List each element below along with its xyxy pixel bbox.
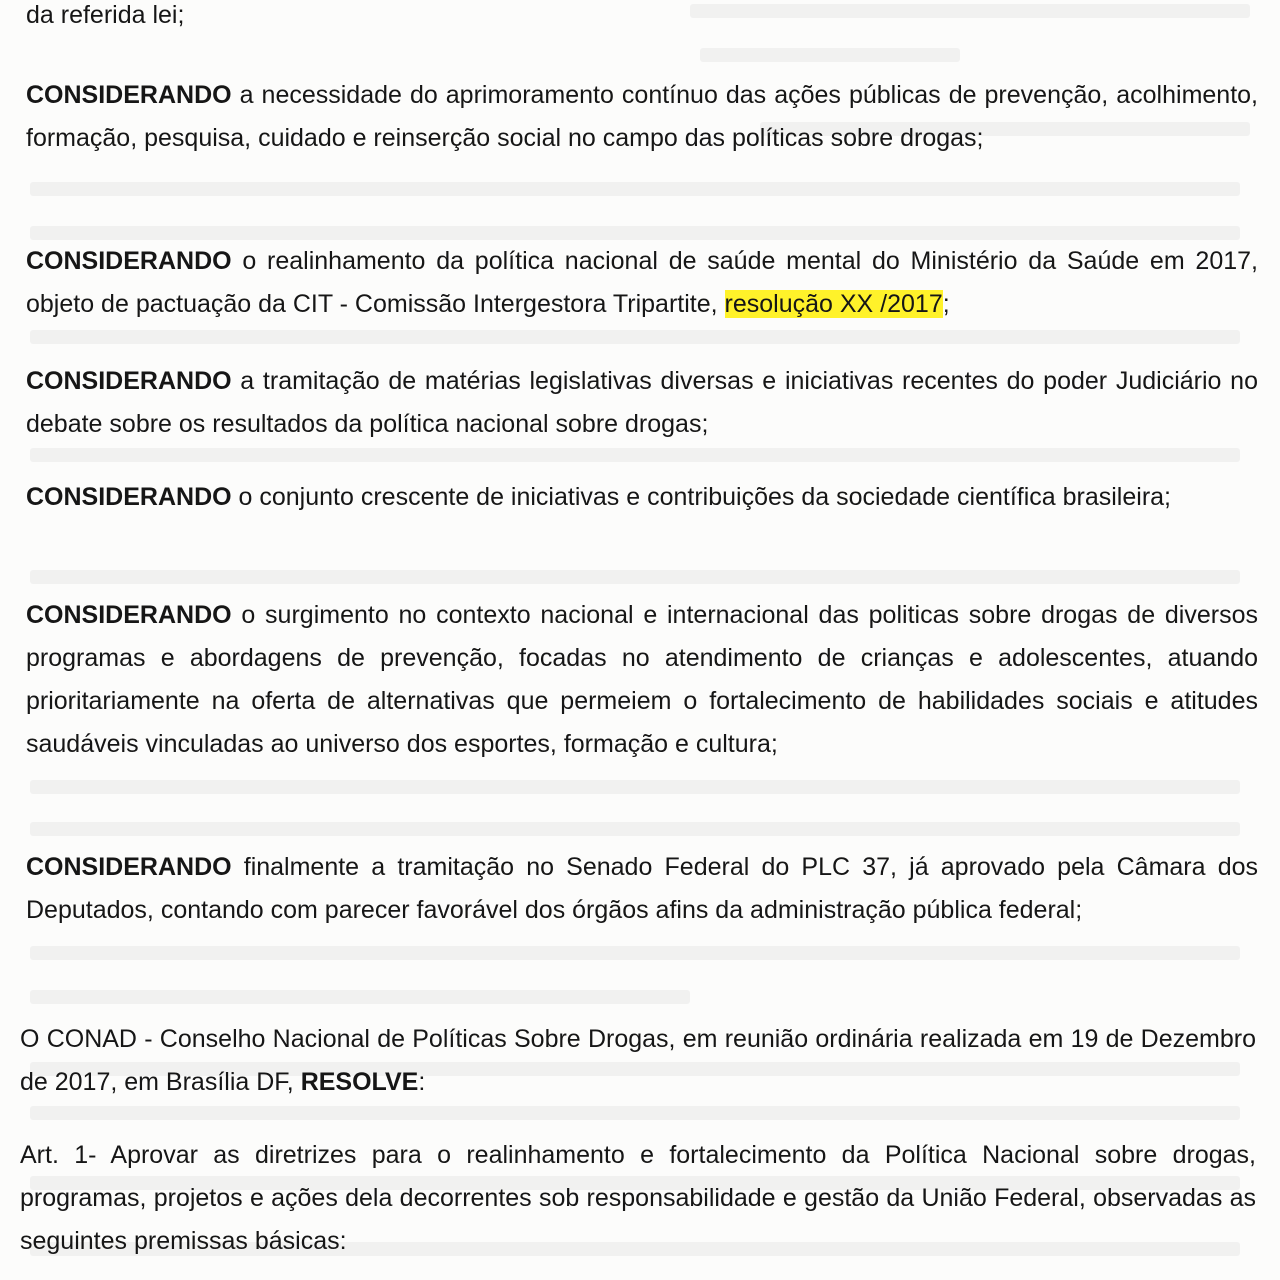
paragraph-text: O CONAD - Conselho Nacional de Políticas Sobre Drogas, em reunião ordinária realizada em 19 de Dezembro de 2017, em Brasília DF, <box>20 1025 1256 1096</box>
paragraph-text: a necessidade do aprimoramento contínuo das ações públicas de prevenção, acolhimento, formação, pesquisa, cuidado e reinserção social no campo das políticas sobre drogas; <box>26 81 1258 152</box>
considerando-paragraph <box>26 476 1258 519</box>
text-line: da referida lei; <box>26 1 185 29</box>
article-text: Art. 1- Aprovar as diretrizes para o realinhamento e fortalecimento da Política Nacional sobre drogas, programas, projetos e ações dela decorrentes sob responsabilidade e gestão da União Federal, observadas as seguintes premissas básicas: <box>20 1141 1256 1255</box>
highlighted-text: resolução XX /2017 <box>724 290 943 318</box>
resolve-keyword: RESOLVE <box>300 1068 419 1096</box>
paragraph-text: o surgimento no contexto nacional e internacional das politicas sobre drogas de diversos programas e abordagens de prevenção, focadas no atendimento de crianças e adolescentes, atuando prioritariamente na oferta de alternativas que permeiem o fortalecimento de habilidades sociais e atitudes saudáveis vinculadas ao universo dos esportes, formação e cultura; <box>26 601 1258 758</box>
paragraph-text: a tramitação de matérias legislativas diversas e iniciativas recentes do poder Judiciário no debate sobre os resultados da política nacional sobre drogas; <box>26 367 1258 438</box>
considerando-label: CONSIDERANDO <box>26 367 232 395</box>
considerando-label: CONSIDERANDO <box>26 853 232 881</box>
considerando-label: CONSIDERANDO <box>26 601 232 629</box>
considerando-paragraph <box>26 594 1258 766</box>
considerando-paragraph <box>26 360 1258 446</box>
resolve-paragraph <box>20 1018 1256 1104</box>
paragraph-text: o conjunto crescente de iniciativas e contribuições da sociedade científica brasileira; <box>231 483 1171 511</box>
considerando-label: CONSIDERANDO <box>26 247 232 275</box>
paragraph-text: ; <box>942 290 950 318</box>
considerando-paragraph <box>26 74 1258 160</box>
considerando-paragraph <box>26 846 1258 932</box>
considerando-label: CONSIDERANDO <box>26 483 232 511</box>
considerando-label: CONSIDERANDO <box>26 81 232 109</box>
paragraph-text: o realinhamento da política nacional de saúde mental do Ministério da Saúde em 2017, objeto de pactuação da CIT - Comissão Intergestora Tripartite, <box>26 247 1258 318</box>
article-1 <box>20 1134 1256 1263</box>
text-fragment-top <box>26 0 1258 37</box>
paragraph-text: finalmente a tramitação no Senado Federal do PLC 37, já aprovado pela Câmara dos Deputados, contando com parecer favorável dos órgãos afins da administração pública federal; <box>26 853 1258 924</box>
considerando-paragraph <box>26 240 1258 326</box>
paragraph-text: : <box>418 1068 426 1096</box>
